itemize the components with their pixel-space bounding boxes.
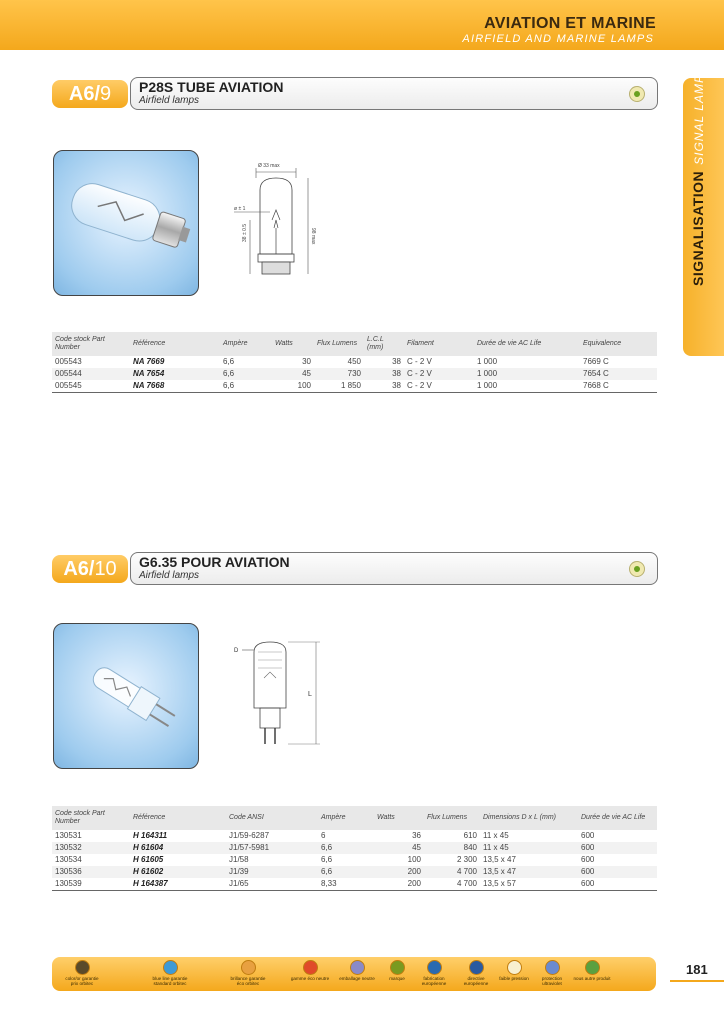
cell-flux: 4 700 [424,866,480,878]
cell-code: 130539 [55,879,82,888]
col-lcl: L.C.L (mm) [364,332,404,356]
cell-watts: 100 [297,381,311,390]
cell-code: 005543 [55,357,82,366]
col-flux: Flux Lumens [424,806,480,830]
cell-life: 1 000 [477,357,498,366]
cell-filament: C - 2 V [407,381,432,390]
section-header-box [130,77,658,110]
table-row [52,380,657,392]
cell-filament: C - 2 V [407,357,432,366]
cell-code: 130531 [55,831,82,840]
col-watts: Watts [374,806,424,830]
table-row [52,830,657,842]
cell-lcl: 38 [364,368,404,380]
legend-item [414,960,454,986]
section-title: G6.35 POUR AVIATION [139,554,290,570]
spec-table-g635-wrapper [52,806,657,891]
legend-item [572,960,612,981]
cell-reference: H 61602 [130,866,226,878]
legend-label: blue line garantie standard orbitec [152,976,188,986]
col-dimensions: Dimensions D x L (mm) [480,806,578,830]
cell-reference: H 164311 [133,831,168,840]
cell-ampere: 6,6 [318,842,374,854]
cell-code: 130536 [52,866,130,878]
cell-equivalence: 7668 C [583,381,609,390]
col-code: Code stock Part Number [52,806,130,830]
cell-watts: 36 [412,831,421,840]
col-ansi: Code ANSI [226,806,318,830]
page-number: 181 [686,962,708,977]
feature-legend-bar [52,957,656,991]
legend-label: nous autre produit [573,976,611,981]
cell-dimensions: 11 x 45 [483,831,509,840]
brand-icon [390,960,405,975]
col-life: Durée de vie AC Life [578,806,657,830]
cell-code: 130532 [52,842,130,854]
table-row [52,878,657,890]
cell-ansi: J1/57-5981 [226,842,318,854]
low-pressure-icon [507,960,522,975]
cell-watts: 45 [272,368,314,380]
cell-lcl: 38 [392,357,401,366]
brilliance-icon [241,960,256,975]
table-row [52,368,657,380]
dim-filament-label: ø ± 1 [234,206,246,212]
table-header-row [52,332,657,356]
cell-dimensions: 11 x 45 [480,842,578,854]
section-header-box [130,552,658,585]
cell-watts: 100 [407,855,421,864]
cell-ansi: J1/58 [229,855,249,864]
cell-flux: 730 [314,368,364,380]
cell-life: 1 000 [474,368,580,380]
legend-label: directive européenne [463,976,489,986]
section-subtitle: Airfield lamps [139,570,200,581]
legend-label: brillance garantie éco orbitec [230,976,266,986]
cell-life: 1 000 [477,381,498,390]
spec-table-p28s [52,332,657,392]
cell-ampere: 6,6 [223,381,235,390]
cell-life: 600 [578,866,657,878]
cell-reference: H 61604 [130,842,226,854]
legend-item [337,960,377,981]
cell-ampere: 8,33 [321,879,337,888]
section-badge-a6-10 [52,555,128,583]
cell-flux: 4 700 [456,879,477,888]
badge-code: A6/ [63,557,95,580]
cell-watts: 200 [407,879,421,888]
legend-item [290,960,330,981]
cell-code: 130534 [55,855,82,864]
table-header-row [52,806,657,830]
legend-label: emballage neutre [339,976,375,981]
badge-number: 9 [100,82,112,105]
legend-item [494,960,534,981]
col-ampere: Ampère [220,332,272,356]
cell-watts: 45 [374,842,424,854]
cell-ampere: 6,6 [321,855,333,864]
col-code: Code stock Part Number [52,332,130,356]
dim-height-label: 98 max [310,228,316,245]
cell-ampere: 6,6 [220,368,272,380]
cell-dimensions: 13,5 x 47 [480,866,578,878]
cell-filament: C - 2 V [404,368,474,380]
category-tab-subtitle: SIGNAL LAMPS [692,65,706,165]
legend-label: color/or garantie prix orbitec [65,976,99,986]
cell-ampere: 6 [321,831,326,840]
legend-label: marque [389,976,405,981]
capsule-lamp-icon [54,624,198,768]
page-subtitle: AIRFIELD AND MARINE LAMPS [462,33,654,45]
legend-label: fabrication européenne [421,976,447,986]
section-title: P28S TUBE AVIATION [139,79,284,95]
table-row [52,842,657,854]
col-filament: Filament [404,332,474,356]
cell-ansi: J1/65 [229,879,249,888]
col-ampere: Ampère [318,806,374,830]
badge-number: 10 [94,557,117,580]
legend-item [532,960,572,986]
legend-item [377,960,417,981]
brand-icon [629,561,645,577]
cell-flux: 2 300 [456,855,477,864]
cell-ampere: 6,6 [318,866,374,878]
neutral-range-icon [303,960,318,975]
legend-label: gamme éco neutre [290,976,330,981]
tube-lamp-icon [54,151,198,295]
table-body [52,830,657,890]
cell-life: 600 [581,831,595,840]
col-watts: Watts [272,332,314,356]
eu-directive-icon [469,960,484,975]
cell-flux: 1 850 [340,381,361,390]
col-life: Durée de vie AC Life [474,332,580,356]
category-tab-label [690,65,708,286]
other-product-icon [585,960,600,975]
spec-table-p28s-wrapper [52,332,657,393]
section-subtitle: Airfield lamps [139,95,200,106]
cell-life: 600 [581,855,595,864]
cell-lcl: 38 [392,381,401,390]
legend-label: faible pression [499,976,529,981]
cell-watts: 30 [302,357,311,366]
legend-label: protection ultraviolet [541,976,563,986]
page-title: AVIATION ET MARINE [484,15,656,32]
category-tab-title: SIGNALISATION [690,170,706,286]
color-icon [75,960,90,975]
spec-table-g635 [52,806,657,890]
legend-item [150,960,190,986]
cell-watts: 200 [374,866,424,878]
legend-item [228,960,268,986]
neutral-packaging-icon [350,960,365,975]
cell-equivalence: 7669 C [583,357,609,366]
cell-reference: NA 7654 [130,368,220,380]
cell-reference: H 164387 [133,879,168,888]
cell-code: 005544 [52,368,130,380]
col-reference: Référence [130,332,220,356]
cell-flux: 450 [347,357,361,366]
table-row [52,854,657,866]
legend-item [62,960,102,986]
brand-icon [629,86,645,102]
legend-item [456,960,496,986]
eu-manufacturing-icon [427,960,442,975]
uv-protection-icon [545,960,560,975]
product-photo-g635 [53,623,199,769]
technical-drawing-g635 [232,638,332,750]
cell-code: 005545 [55,381,82,390]
badge-code: A6/ [68,82,100,105]
product-photo-p28s [53,150,199,296]
cell-flux: 840 [424,842,480,854]
col-equivalence: Equivalence [580,332,657,356]
cell-life: 600 [581,879,595,888]
table-row [52,866,657,878]
cell-reference: NA 7669 [133,357,165,366]
cell-dimensions: 13,5 x 47 [483,855,516,864]
cell-ampere: 6,6 [223,357,235,366]
technical-drawing-p28s [228,158,338,288]
cell-dimensions: 13,5 x 57 [483,879,516,888]
dim-lcl-label: 38 ± 0.5 [242,223,248,242]
cell-ansi: J1/39 [226,866,318,878]
dim-d-label: D [234,648,239,654]
cell-flux: 610 [463,831,477,840]
section-badge-a6-9 [52,80,128,108]
col-flux: Flux Lumens [314,332,364,356]
blue-line-icon [163,960,178,975]
page-number-underline [670,980,724,982]
dim-l-label: L [308,691,312,698]
dim-top-label: Ø 33 max [258,163,280,169]
table-row [52,356,657,368]
cell-reference: NA 7668 [133,381,165,390]
cell-life: 600 [578,842,657,854]
cell-ansi: J1/59-6287 [229,831,270,840]
col-reference: Référence [130,806,226,830]
cell-equivalence: 7654 C [580,368,657,380]
cell-reference: H 61605 [133,855,164,864]
